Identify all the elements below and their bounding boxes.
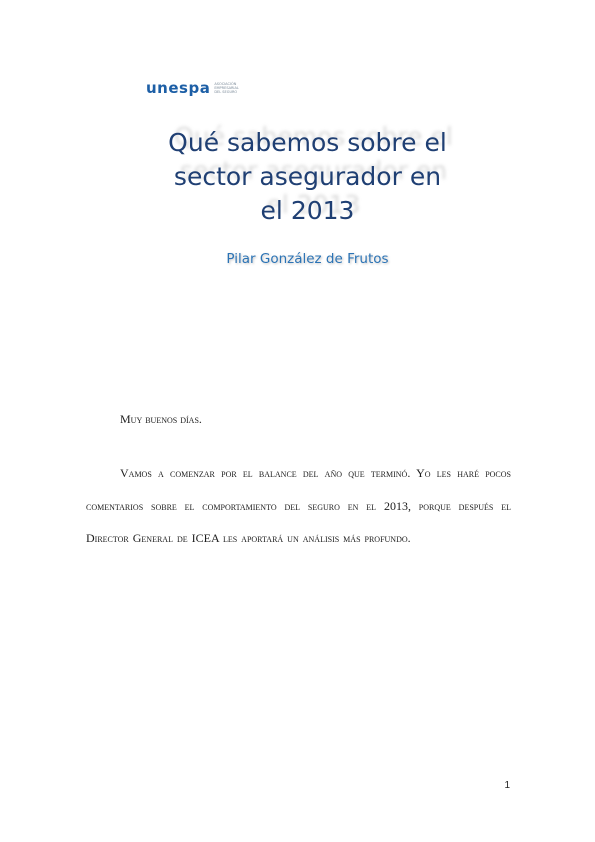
document-title — [140, 126, 475, 228]
logo-subtitle-line-1: ASOCIACIÓN — [214, 82, 237, 86]
title-line-3: el 2013 — [260, 196, 355, 225]
title-line-2: sector asegurador en — [173, 162, 442, 191]
paragraph-greeting: Muy buenos días. — [120, 412, 202, 426]
logo-wordmark: unespa — [146, 78, 211, 97]
logo-subtitle-line-2: EMPRESARIAL — [214, 86, 239, 90]
logo-subtitle — [214, 82, 238, 94]
logo-subtitle-line-3: DEL SEGURO — [214, 90, 238, 94]
unespa-logo — [146, 78, 239, 98]
page-number: 1 — [504, 780, 510, 791]
author-name: Pilar González de Frutos — [226, 251, 389, 267]
paragraph-balance: Vamos a comenzar por el balance del año que terminó. Yo les haré pocos comentarios sobre el comportamiento del seguro en el 2013, porque después el Director General de ICEA les aportará un análisis más profundo. — [86, 466, 511, 545]
title-line-1: Qué sabemos sobre el — [168, 128, 447, 157]
